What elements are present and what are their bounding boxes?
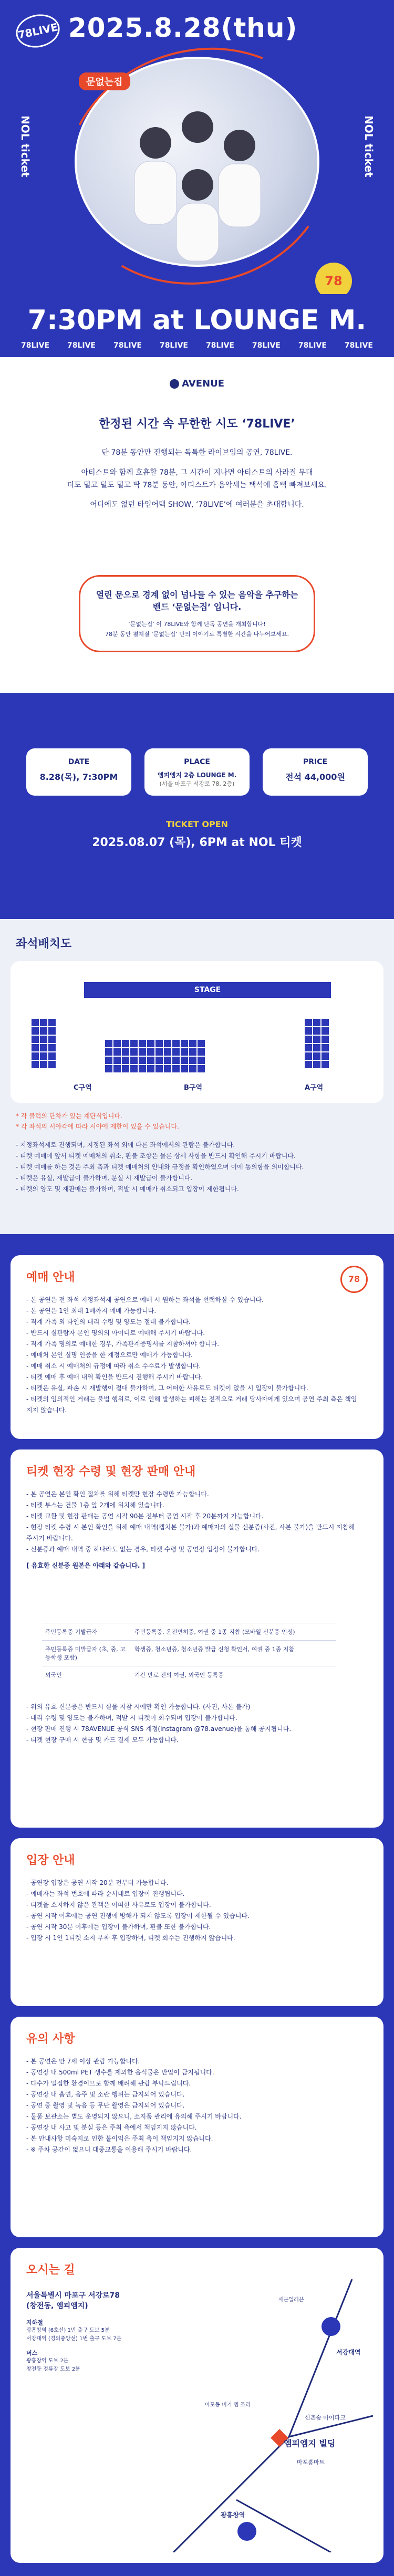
seat — [181, 1048, 188, 1056]
table-cell: 학생증, 청소년증, 청소년증 발급 신청 확인서, 여권 중 1종 지참 — [131, 1641, 336, 1666]
band-feature-box — [79, 575, 315, 652]
seat — [147, 1048, 154, 1056]
strip-item: 78LIVE — [113, 341, 142, 350]
seat — [322, 1019, 329, 1026]
seat — [105, 1040, 112, 1047]
seat — [322, 1036, 329, 1043]
table-cell: 주민등록증, 운전면허증, 여권 중 1종 지참 (모바일 신분증 인정) — [131, 1623, 336, 1641]
entry-list — [26, 1878, 362, 1944]
zone-b: B구역 — [184, 1084, 203, 1092]
map-church: 마포동 버거 엠 조리 — [205, 2402, 251, 2408]
seat — [147, 1057, 154, 1064]
seat-note: * 각 블럭의 단차가 있는 계단식입니다. — [16, 1112, 122, 1120]
price-value: 전석 44,000원 — [285, 772, 345, 782]
map-venue: 엠피엠지 빌딩 — [284, 2438, 336, 2448]
zone-c: C구역 — [74, 1084, 92, 1092]
hero-section — [0, 0, 394, 294]
seat — [313, 1027, 320, 1035]
strip-item: 78LIVE — [252, 341, 281, 350]
seat — [155, 1065, 163, 1072]
seat — [305, 1036, 312, 1043]
pickup-item: - 티켓 부스는 건물 1층 앞 2개에 위치해 있습니다. — [26, 1501, 164, 1509]
seat-rule: - 지정좌석제로 진행되며, 지정된 좌석 외에 다른 좌석에서의 관람은 불가합니다. — [16, 1141, 235, 1149]
seat-map — [11, 961, 383, 1103]
seat — [48, 1044, 56, 1051]
seat — [130, 1048, 138, 1056]
notice-list — [26, 2056, 362, 2155]
booking-item: - 티켓 예매 후 예매 내역 확인을 반드시 진행해 주시기 바랍니다. — [26, 1373, 203, 1381]
seat — [139, 1065, 146, 1072]
notice-item: - ※ 주차 공간이 없으니 대중교통을 이용해 주시기 바랍니다. — [26, 2146, 192, 2153]
pickup-after — [26, 1702, 362, 1746]
78live-strip — [21, 341, 373, 350]
intro-line: 어디에도 없던 타입어택 SHOW, ‘78LIVE’에 여러분을 초대합니다. — [90, 500, 304, 509]
seat — [189, 1040, 196, 1047]
notice-item: - 본 안내사항 미숙지로 인한 불이익은 주최 측이 책임지지 않습니다. — [26, 2135, 213, 2142]
seat — [155, 1040, 163, 1047]
time-venue-banner — [0, 294, 394, 357]
seat — [130, 1057, 138, 1064]
zone-a: A구역 — [305, 1084, 324, 1092]
booking-item: - 티켓은 유실, 파손 시 재발행이 절대 불가하며, 그 어떠한 사유로도 티켓이 없을 시 입장이 불가합니다. — [26, 1384, 308, 1392]
ticket-open — [0, 819, 394, 850]
transit-item: 광흥창역 (6호선) 1번 출구 도보 5분 — [26, 2328, 110, 2333]
bus-label: 버스 — [26, 2350, 38, 2356]
address: 서울특별시 마포구 서강로78 — [26, 2291, 120, 2300]
map-pin-6 — [237, 2522, 256, 2541]
seat — [189, 1057, 196, 1064]
seat — [40, 1044, 47, 1051]
pickup-after-item: - 티켓 현장 구매 시 현금 및 카드 결제 모두 가능합니다. — [26, 1736, 179, 1744]
notice-item: - 공연 중 촬영 및 녹음 등 무단 촬영은 금지되어 있습니다. — [26, 2102, 185, 2109]
booking-item: - 예매 취소 시 예매처의 규정에 따라 취소 수수료가 발생합니다. — [26, 1362, 201, 1370]
bus-item: 창전동 정류장 도보 2분 — [26, 2366, 80, 2372]
brand-row — [0, 378, 394, 410]
seat — [164, 1065, 171, 1072]
avenue-icon — [170, 379, 179, 389]
notice-item: - 본 공연은 만 7세 이상 관람 가능합니다. — [26, 2058, 140, 2065]
booking-item: - 본 공연은 1인 최대 1매까지 예매 가능합니다. — [26, 1307, 157, 1315]
notice-panel — [11, 2017, 383, 2237]
seat-rule: - 티켓은 유실, 재발급이 불가하며, 분실 시 재발급이 불가합니다. — [16, 1174, 193, 1182]
id-table — [42, 1623, 336, 1683]
seat — [305, 1027, 312, 1035]
seat — [155, 1057, 163, 1064]
seat — [313, 1019, 320, 1026]
band-name-tag: 문없는집 — [79, 72, 130, 90]
table-row — [42, 1623, 336, 1641]
bus-item: 광흥창역 도보 2분 — [26, 2358, 69, 2364]
strip-item: 78LIVE — [298, 341, 327, 350]
intro-section — [0, 415, 394, 512]
pickup-item: - 티켓 교환 및 현장 판매는 공연 시작 90분 전부터 공연 시작 후 20분까지 가능합니다. — [26, 1513, 264, 1520]
id-title: [ 유효한 신분증 원본은 아래와 같습니다. ] — [26, 1562, 146, 1569]
seat — [313, 1061, 320, 1068]
seat — [147, 1065, 154, 1072]
78-stamp: 78 — [340, 1266, 368, 1293]
seat — [32, 1061, 39, 1068]
seat — [32, 1044, 39, 1051]
seat — [40, 1052, 47, 1060]
entry-item: - 티켓을 소지하지 않은 관객은 어떠한 사유로도 입장이 불가합니다. — [26, 1901, 211, 1908]
seat — [305, 1061, 312, 1068]
notice-item: - 다수가 밀집한 환경이므로 함께 배려해 관람 부탁드립니다. — [26, 2080, 191, 2087]
seat — [113, 1057, 121, 1064]
seat — [32, 1019, 39, 1026]
booking-item: - 예매처 본인 실명 인증을 한 계정으로만 예매가 가능합니다. — [26, 1351, 193, 1359]
entry-title: 입장 안내 — [26, 1854, 75, 1867]
seat — [113, 1040, 121, 1047]
seat — [48, 1027, 56, 1035]
seat — [313, 1044, 320, 1051]
seat — [130, 1065, 138, 1072]
seat-rules — [16, 1140, 378, 1195]
table-row — [42, 1666, 336, 1684]
seat-rule: - 티켓 예매에 앞서 티켓 예매처의 취소, 환불 조항은 물론 상세 사항을 반드시 확인해 주시기 바랍니다. — [16, 1152, 296, 1160]
entry-panel — [11, 1838, 383, 2006]
pickup-item: - 본 공연은 본인 확인 절차를 위해 티켓만 현장 수령만 가능합니다. — [26, 1490, 209, 1498]
seat — [40, 1027, 47, 1035]
seat — [305, 1052, 312, 1060]
pickup-after-item: - 위의 유효 신분증은 반드시 실물 지참 시에만 확인 가능합니다. (사진, 사본 불가) — [26, 1703, 251, 1711]
seating-section — [0, 919, 394, 1234]
seat — [189, 1048, 196, 1056]
seat — [305, 1044, 312, 1051]
pickup-item: - 현장 티켓 수령 시 본인 확인을 위해 예매 내역(캡처본 불가)과 예매자의 실물 신분증(사진, 사본 불가)을 반드시 지참해 주시기 바랍니다. — [26, 1524, 355, 1542]
seat — [164, 1057, 171, 1064]
pickup-after-item: - 현장 판매 진행 시 78AVENUE 공식 SNS 계정(instagram @78.avenue)을 통해 공지됩니다. — [26, 1725, 292, 1733]
ticket-open-value: 2025.08.07 (목), 6PM at NOL 티켓 — [92, 836, 302, 849]
seat — [322, 1052, 329, 1060]
ticket-open-label: TICKET OPEN — [165, 819, 229, 829]
entry-item: - 입장 시 1인 1티켓 소지 부착 후 입장하며, 티켓 회수는 진행하지 않습니다. — [26, 1934, 235, 1942]
seat — [181, 1057, 188, 1064]
seat — [155, 1048, 163, 1056]
notice-item: - 공연장 내 흡연, 음주 및 소란 행위는 금지되어 있습니다. — [26, 2091, 185, 2098]
map-apt: 신촌숲 아이파크 — [305, 2414, 346, 2421]
table-cell: 외국인 — [42, 1666, 131, 1684]
intro-line: 아티스트와 함께 호흡할 78분, 그 시간이 지나면 아티스트의 사라질 무대 — [81, 468, 313, 477]
78-badge: 78 — [315, 263, 352, 299]
pickup-title: 티켓 현장 수령 및 현장 판매 안내 — [26, 1465, 196, 1478]
entry-item: - 예매자는 좌석 번호에 따라 순서대로 입장이 진행됩니다. — [26, 1890, 185, 1897]
strip-item: 78LIVE — [344, 341, 373, 350]
entry-item: - 공연 시작 이후에는 공연 진행에 방해가 되지 않도록 입장이 제한될 수 있습니다. — [26, 1912, 250, 1920]
booking-panel — [11, 1255, 383, 1439]
date-label: DATE — [68, 758, 90, 766]
seat — [105, 1048, 112, 1056]
seat — [105, 1065, 112, 1072]
event-info-section — [0, 693, 394, 919]
location-info — [26, 2290, 147, 2374]
seat — [40, 1061, 47, 1068]
feature-sub: ‘문없는집’ 이 78LIVE와 함께 단독 공연을 개최합니다! — [128, 621, 266, 628]
map-pin-2 — [322, 2317, 340, 2336]
seat — [122, 1065, 129, 1072]
place-sub: (서울 마포구 서강로 78, 2층) — [159, 780, 235, 787]
notice-item: - 공연장 내 사고 및 분실 등은 주최 측에서 책임지지 않습니다. — [26, 2124, 197, 2131]
date-value: 8.28(목), 7:30PM — [39, 772, 118, 782]
event-date: 2025.8.28(thu) — [68, 13, 298, 43]
transit-label: 지하철 — [26, 2319, 43, 2326]
seat — [164, 1040, 171, 1047]
seat — [32, 1036, 39, 1043]
seat — [40, 1019, 47, 1026]
seat — [198, 1040, 205, 1047]
seat — [181, 1065, 188, 1072]
map-store: 마포홈마트 — [297, 2459, 325, 2466]
place-card — [144, 748, 250, 796]
strip-item: 78LIVE — [67, 341, 96, 350]
table-cell: 주민등록증 기발급자 — [42, 1623, 131, 1641]
seat — [322, 1027, 329, 1035]
78live-logo: 78LIVE — [13, 11, 63, 51]
notice-item: - 물품 보관소는 별도 운영되지 않으니, 소지품 관리에 유의해 주시기 바랍니다. — [26, 2113, 242, 2120]
seat — [105, 1057, 112, 1064]
booking-title: 예매 안내 — [26, 1271, 75, 1284]
booking-item: - 티켓의 임의적인 거래는 불법 행위로, 이로 인해 발생하는 피해는 전적으로 거래 당사자에게 있으며 공연 주최 측은 책임지지 않습니다. — [26, 1395, 357, 1414]
nol-ticket-left: NOL ticket — [19, 116, 32, 178]
seat-note: * 각 좌석의 시야각에 따라 시야에 제한이 있을 수 있습니다. — [16, 1123, 179, 1131]
notice-item: - 공연장 내 500ml PET 생수를 제외한 음식물은 반입이 금지됩니다. — [26, 2069, 214, 2076]
seat — [139, 1040, 146, 1047]
seat — [322, 1061, 329, 1068]
seat — [130, 1040, 138, 1047]
map-station: 광흥창역 — [221, 2511, 245, 2519]
seat — [313, 1052, 320, 1060]
seat-rule: - 티켓의 양도 및 재판매는 불가하며, 적발 시 예매가 취소되고 입장이 제한됩니다. — [16, 1185, 239, 1193]
seat — [139, 1048, 146, 1056]
seat — [122, 1040, 129, 1047]
address-sub: (창전동, 엠피엠지) — [26, 2302, 88, 2310]
entry-item: - 공연장 입장은 공연 시작 20분 전부터 가능합니다. — [26, 1879, 169, 1886]
seat — [113, 1048, 121, 1056]
feature-title: 밴드 ‘문없는집’ 입니다. — [152, 602, 242, 612]
seat — [198, 1048, 205, 1056]
seat — [172, 1057, 180, 1064]
transit-item: 서강대역 (경의중앙선) 1번 출구 도보 7분 — [26, 2336, 122, 2342]
seat — [122, 1048, 129, 1056]
strip-item: 78LIVE — [21, 341, 50, 350]
seat — [40, 1036, 47, 1043]
table-row — [42, 1641, 336, 1666]
entry-item: - 공연 시작 30분 이후에는 입장이 불가하며, 환불 또한 불가합니다. — [26, 1923, 211, 1931]
booking-item: - 반드시 실관람자 본인 명의의 아이디로 예매해 주시기 바랍니다. — [26, 1329, 205, 1337]
price-label: PRICE — [303, 758, 328, 766]
strip-item: 78LIVE — [205, 341, 234, 350]
location-title: 오시는 길 — [26, 2264, 75, 2277]
seat — [305, 1019, 312, 1026]
seat — [147, 1040, 154, 1047]
booking-item: - 직계 가족 명의로 예매한 경우, 가족관계증명서를 지참하셔야 합니다. — [26, 1340, 220, 1348]
seat-notes — [16, 1111, 179, 1132]
seat — [164, 1048, 171, 1056]
intro-title: 한정된 시간 속 무한한 시도 ‘78LIVE’ — [99, 418, 295, 431]
seat — [32, 1052, 39, 1060]
feature-sub: 78분 동안 펼쳐질 ‘문없는집’ 만의 이야기로 특별한 시간을 나누어보세요. — [105, 630, 289, 638]
pickup-item: - 신분증과 예매 내역 중 하나라도 없는 경우, 티켓 수령 및 공연장 입장이 불가합니다. — [26, 1546, 260, 1553]
seat — [198, 1057, 205, 1064]
table-cell: 주민등록증 미발급자 (초, 중, 고등학생 포함) — [42, 1641, 131, 1666]
avenue-logo: AVENUE — [182, 378, 224, 389]
place-value: 엠피엠지 2층 LOUNGE M. — [157, 771, 237, 779]
seat — [172, 1048, 180, 1056]
intro-line: 단 78분 동안만 진행되는 독특한 라이브임의 공연, 78LIVE. — [101, 449, 293, 457]
map-school: 서강대역 — [336, 2349, 361, 2356]
seat — [172, 1065, 180, 1072]
seat — [313, 1036, 320, 1043]
seat-rule: - 티켓 예매를 하는 것은 주최 측과 티켓 예매처의 안내와 규정을 확인하였으며 이에 동의함을 의미합니다. — [16, 1163, 304, 1171]
location-panel — [11, 2248, 383, 2563]
price-card — [263, 748, 368, 796]
seat — [48, 1052, 56, 1060]
notice-title: 유의 사항 — [26, 2032, 75, 2046]
seat — [181, 1040, 188, 1047]
seating-title: 좌석배치도 — [16, 937, 72, 951]
feature-title: 열린 문으로 경계 없이 넘나들 수 있는 음악을 추구하는 — [96, 590, 298, 600]
guide-section — [0, 1234, 394, 2576]
pickup-list — [26, 1489, 362, 1571]
time-venue: 7:30PM at LOUNGE M. — [27, 305, 367, 336]
seat — [113, 1065, 121, 1072]
strip-item: 78LIVE — [159, 341, 188, 350]
seat — [322, 1044, 329, 1051]
date-card — [26, 748, 131, 796]
seat — [48, 1061, 56, 1068]
stage: STAGE — [84, 982, 331, 998]
seat — [32, 1027, 39, 1035]
pickup-after-item: - 대리 수령 및 양도는 불가하며, 적발 시 티켓이 회수되며 입장이 불가합니다. — [26, 1714, 237, 1722]
seat — [172, 1040, 180, 1047]
seat — [122, 1057, 129, 1064]
seat — [48, 1019, 56, 1026]
booking-list — [26, 1295, 362, 1416]
seat — [48, 1036, 56, 1043]
seat — [189, 1065, 196, 1072]
nol-ticket-right: NOL ticket — [362, 116, 375, 178]
map-market: 세븐일레븐 — [278, 2297, 304, 2303]
intro-line: 더도 덜고 덜도 덜고 딱 78분 동안, 아티스트가 음악세는 택석에 흠뻑 빠져보세요. — [67, 481, 327, 489]
seat — [139, 1057, 146, 1064]
booking-item: - 본 공연은 전 좌석 지정좌석제 공연으로 예매 시 원하는 좌석을 선택하실 수 있습니다. — [26, 1296, 264, 1303]
booking-item: - 직계 가족 외 타인의 대리 수령 및 양도는 절대 불가합니다. — [26, 1318, 191, 1326]
seat — [198, 1065, 205, 1072]
table-cell: 기간 만료 전의 여권, 외국인 등록증 — [131, 1666, 336, 1684]
pickup-panel — [11, 1449, 383, 1828]
place-label: PLACE — [184, 758, 210, 766]
